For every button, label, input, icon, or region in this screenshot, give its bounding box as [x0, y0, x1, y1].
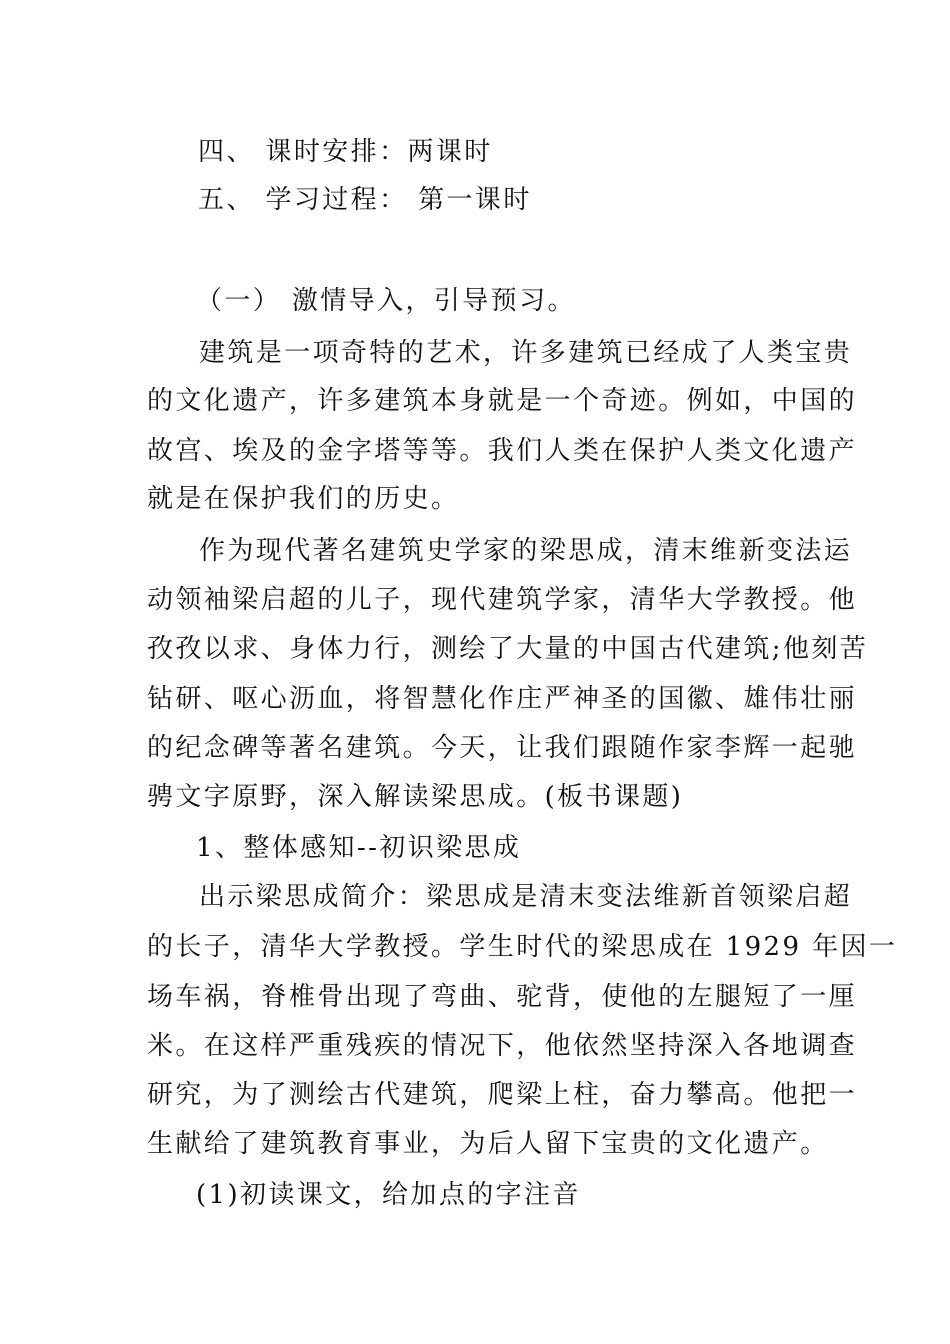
paragraph-line: 出示梁思成简介：梁思成是清末变法维新首领梁启超: [199, 882, 853, 912]
paragraph-line: 作为现代著名建筑史学家的梁思成，清末维新变法运: [199, 536, 853, 566]
paragraph-line: 场车祸，脊椎骨出现了弯曲、驼背，使他的左腿短了一厘: [147, 982, 858, 1012]
paragraph-line: 动领袖梁启超的儿子，现代建筑学家，清华大学教授。他: [147, 585, 858, 615]
paragraph-line: 研究，为了测绘古代建筑，爬梁上柱，奋力攀高。他把一: [147, 1080, 858, 1110]
paragraph-line: 的文化遗产，许多建筑本身就是一个奇迹。例如，中国的: [147, 386, 858, 416]
paragraph-line: 建筑是一项奇特的艺术，许多建筑已经成了人类宝贵: [199, 338, 853, 368]
paragraph-line: 钻研、呕心沥血，将智慧化作庄严神圣的国徽、雄伟壮丽: [147, 684, 858, 714]
paragraph-line: 骋文字原野，深入解读梁思成。(板书课题): [147, 782, 684, 812]
heading-process: 五、 学习过程： 第一课时: [198, 185, 532, 215]
paragraph-line: 生献给了建筑教育事业，为后人留下宝贵的文化遗产。: [147, 1129, 829, 1159]
heading-schedule: 四、 课时安排：两课时: [198, 137, 493, 167]
section-heading-intro: （一） 激情导入，引导预习。: [196, 286, 576, 316]
paragraph-line: 孜孜以求、身体力行，测绘了大量的中国古代建筑;他刻苦: [147, 634, 869, 664]
paragraph-line: 故宫、埃及的金字塔等等。我们人类在保护人类文化遗产: [147, 436, 858, 466]
paragraph-line: 的纪念碑等著名建筑。今天，让我们跟随作家李辉一起驰: [147, 733, 858, 763]
subheading-overview: 1、整体感知--初识梁思成: [196, 833, 522, 863]
paragraph-line: 就是在保护我们的历史。: [147, 484, 460, 514]
paragraph-line: 米。在这样严重残疾的情况下，他依然坚持深入各地调查: [147, 1031, 858, 1061]
paragraph-line: 的长子，清华大学教授。学生时代的梁思成在 1929 年因一: [147, 932, 898, 962]
task-item: (1)初读课文，给加点的字注音: [196, 1180, 581, 1210]
